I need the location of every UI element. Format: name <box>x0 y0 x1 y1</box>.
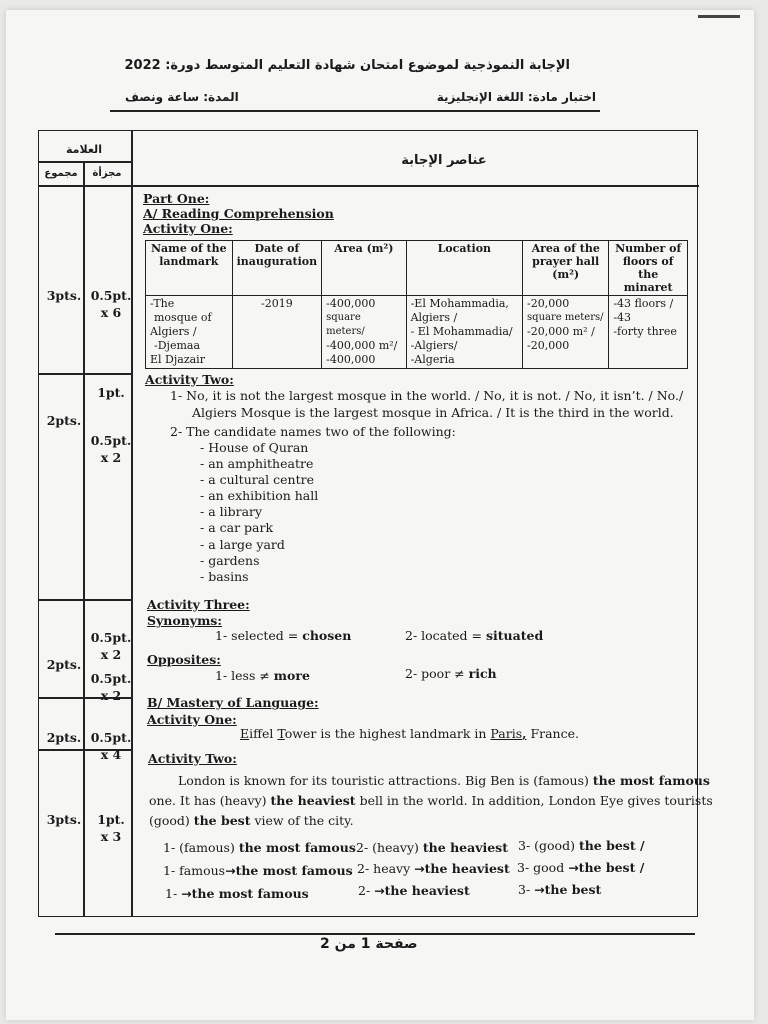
exam-title: الإجابة النموذجية لموضوع امتحان شهادة التعليم المتوسط دورة: 2022 <box>124 58 570 73</box>
list-item: - an exhibition hall <box>200 488 319 503</box>
paragraph-text: bell in the world. In addition, London Eye gives tourists <box>355 793 713 808</box>
answer-row-1-item-2 <box>356 840 508 855</box>
france-word: France. <box>526 726 579 741</box>
answer-prefix: 2- heavy <box>357 861 415 876</box>
cell-line: square meters/ <box>527 312 604 323</box>
mark-partial-a2b: 0.5pt. <box>90 433 132 448</box>
b-activity-two-heading: Activity Two: <box>148 751 237 766</box>
page-number: صفحة 1 من 2 <box>320 936 418 952</box>
cell-line: -Djemaa <box>154 339 201 352</box>
answer-prefix: 1- famous <box>163 863 226 878</box>
synonym-1 <box>215 628 351 643</box>
partial-column-label: مجزأة <box>92 168 122 179</box>
mark-mult-a1: x 6 <box>100 305 122 320</box>
arrow-icon: → <box>568 860 579 875</box>
table-cell <box>406 296 522 369</box>
answer-prefix: 3- (good) <box>518 838 579 853</box>
cell-line: -2019 <box>261 297 293 310</box>
cell-line: Algiers / <box>410 311 458 324</box>
opposites-heading: Opposites: <box>147 652 221 667</box>
paragraph-text: view of the city. <box>250 813 354 828</box>
answer-prefix: 2- (heavy) <box>356 840 423 855</box>
corner-mark <box>698 15 740 18</box>
arrow-icon: → <box>225 863 236 878</box>
marks-sep-1 <box>39 373 131 375</box>
reading-comprehension-heading: A/ Reading Comprehension <box>143 206 334 221</box>
header-rule <box>110 110 600 112</box>
answer-value: the heaviest <box>424 861 510 876</box>
marks-divider <box>83 161 85 916</box>
table-cell <box>609 296 688 369</box>
cell-line: Algiers / <box>150 325 197 338</box>
mark-mult-b1: x 4 <box>100 747 122 762</box>
mark-mult-a3a: x 2 <box>100 647 122 662</box>
table-row <box>146 296 688 369</box>
mark-total-a2: 2pts. <box>46 413 82 428</box>
opposite-1-answer: more <box>273 668 310 683</box>
footer-rule <box>55 933 695 935</box>
arrow-icon: → <box>181 886 192 901</box>
answer-value: the most famous <box>235 863 353 878</box>
table-header-row <box>146 241 688 296</box>
synonym-1-word: 1- selected = <box>215 628 303 643</box>
synonym-1-answer: chosen <box>302 628 352 643</box>
table-header-cell: Area of the prayer hall (m²) <box>523 241 609 296</box>
answer-value: the most famous <box>238 840 356 855</box>
answer-prefix: 1- <box>165 886 182 901</box>
table-header-cell: Location <box>406 241 522 296</box>
table-cell <box>523 296 609 369</box>
table-cell <box>232 296 322 369</box>
list-item: - basins <box>200 569 249 584</box>
mark-partial-a3a: 0.5pt. <box>90 630 132 645</box>
part-one-title: Part One: <box>143 191 210 206</box>
list-item: - a large yard <box>200 537 285 552</box>
mark-partial-b1: 0.5pt. <box>90 730 132 745</box>
mark-mult-a2: x 2 <box>100 450 122 465</box>
capital-t: T <box>277 726 285 741</box>
answer-row-2-item-3 <box>517 860 644 875</box>
synonyms-heading: Synonyms: <box>147 613 222 628</box>
list-item: - a library <box>200 504 263 519</box>
opposite-2 <box>405 666 497 681</box>
b-a1-text: ower is the highest landmark in <box>284 726 491 741</box>
cell-line: -43 floors / <box>613 297 674 310</box>
paragraph-text: one. It has (heavy) <box>149 793 271 808</box>
table-cell <box>322 296 406 369</box>
cell-line: -forty three <box>613 325 677 338</box>
paragraph-text: (good) <box>149 813 194 828</box>
answer-value: the heaviest <box>384 883 470 898</box>
added-comma: , <box>522 726 527 741</box>
opposite-2-answer: rich <box>468 666 497 681</box>
paris-word: Paris <box>490 726 523 741</box>
a2-answer-1-line-1: 1- No, it is not the largest mosque in the world. / No, it is not. / No, it isn’t. / No./ <box>170 388 684 403</box>
header-row-rule <box>39 185 699 187</box>
b-activity-one-answer <box>240 726 579 741</box>
answer-value: the most famous <box>191 886 309 901</box>
mark-mult-a3b: x 2 <box>100 688 122 703</box>
mark-partial-a3b: 0.5pt. <box>90 671 132 686</box>
total-column-label: مجموع <box>44 168 78 179</box>
cell-line: -20,000 m² / <box>527 325 595 338</box>
synonym-2-answer: situated <box>485 628 544 643</box>
arrow-icon: → <box>414 861 425 876</box>
paragraph-text: London is known for its touristic attractions. Big Ben is (famous) <box>178 773 593 788</box>
opposite-1 <box>215 668 310 683</box>
paragraph-line-1 <box>178 773 710 788</box>
cell-line: El Djazair <box>150 353 205 366</box>
paragraph-line-2 <box>149 793 713 808</box>
mark-partial-b2: 1pt. <box>97 812 125 827</box>
answer-row-1-item-1 <box>163 840 356 855</box>
cell-line: -20,000 <box>527 297 570 310</box>
list-item: - a cultural centre <box>200 472 314 487</box>
duration-label: المدة: ساعة ونصف <box>125 90 239 104</box>
cell-line: -400,000 m²/ <box>326 339 398 352</box>
a2-answer-1-line-2: Algiers Mosque is the largest mosque in Africa. / It is the third in the world. <box>192 405 674 420</box>
list-item: - gardens <box>200 553 260 568</box>
answer-row-1-item-3 <box>518 838 645 853</box>
cell-line: square meters/ <box>326 312 365 337</box>
subject-label: اختبار مادة: اللغة الإنجليزية <box>436 90 596 104</box>
answer-prefix: 3- good <box>517 860 569 875</box>
cell-line: -400,000 <box>326 353 376 366</box>
answer-prefix: 2- <box>358 883 375 898</box>
synonym-2 <box>405 628 543 643</box>
mark-mult-b2: x 3 <box>100 829 122 844</box>
list-item: - an amphitheatre <box>200 456 314 471</box>
cell-line: -The <box>150 297 175 310</box>
mark-partial-a1: 0.5pt. <box>90 288 132 303</box>
cell-line: mosque of <box>154 311 212 324</box>
activity-three-heading: Activity Three: <box>147 597 250 612</box>
answers-header: عناصر الإجابة <box>401 153 487 168</box>
answer-value: the best / <box>578 860 645 875</box>
landmark-table <box>145 240 688 369</box>
mark-total-a1: 3pts. <box>46 288 82 303</box>
answer-row-3-item-1 <box>165 886 309 901</box>
cell-line: -El Mohammadia, <box>410 297 509 310</box>
paragraph-answer: the heaviest <box>270 793 356 808</box>
cell-line: -43 <box>613 311 632 324</box>
table-header-cell: Date of inauguration <box>232 241 322 296</box>
arrow-icon: → <box>374 883 385 898</box>
opposite-2-word: 2- poor ≠ <box>405 666 469 681</box>
b-a1-text: iffel <box>249 726 278 741</box>
arrow-icon: → <box>534 882 545 897</box>
answer-prefix: 3- <box>518 882 535 897</box>
cell-line: - El Mohammadia/ <box>410 325 513 338</box>
mark-partial-a2a: 1pt. <box>97 385 125 400</box>
b-activity-one-heading: Activity One: <box>147 712 237 727</box>
paragraph-answer: the best <box>193 813 251 828</box>
answer-prefix: 1- (famous) <box>163 840 239 855</box>
activity-two-heading: Activity Two: <box>145 372 234 387</box>
a2-answer-2-intro: 2- The candidate names two of the following: <box>170 424 456 439</box>
table-header-cell: Name of the landmark <box>146 241 233 296</box>
mastery-heading: B/ Mastery of Language: <box>147 695 319 710</box>
cell-line: -400,000 <box>326 297 376 310</box>
paragraph-answer: the most famous <box>592 773 710 788</box>
table-cell <box>146 296 233 369</box>
table-header-cell: Area (m²) <box>322 241 406 296</box>
answer-row-2-item-2 <box>357 861 510 876</box>
marks-answers-divider <box>131 131 133 916</box>
list-item: - a car park <box>200 520 274 535</box>
opposite-1-word: 1- less ≠ <box>215 668 274 683</box>
mark-total-b2: 3pts. <box>46 812 82 827</box>
answer-row-3-item-3 <box>518 882 601 897</box>
answer-row-3-item-2 <box>358 883 470 898</box>
cell-line: -Algeria <box>410 353 455 366</box>
mark-total-a3: 2pts. <box>46 657 82 672</box>
synonym-2-word: 2- located = <box>405 628 486 643</box>
list-item: - House of Quran <box>200 440 309 455</box>
answer-row-2-item-1 <box>163 863 353 878</box>
answer-value: the best / <box>578 838 645 853</box>
answer-value: the heaviest <box>422 840 508 855</box>
cell-line: -Algiers/ <box>410 339 458 352</box>
table-header-cell: Number of floors of the minaret <box>609 241 688 296</box>
activity-one-heading: Activity One: <box>143 221 233 236</box>
mark-total-b1: 2pts. <box>46 730 82 745</box>
paragraph-line-3 <box>149 813 354 828</box>
cell-line: -20,000 <box>527 339 570 352</box>
marks-header-rule <box>39 161 131 163</box>
marks-sep-2 <box>39 599 131 601</box>
answer-value: the best <box>544 882 602 897</box>
marks-header: العلامة <box>66 143 102 156</box>
capital-e: E <box>240 726 250 741</box>
